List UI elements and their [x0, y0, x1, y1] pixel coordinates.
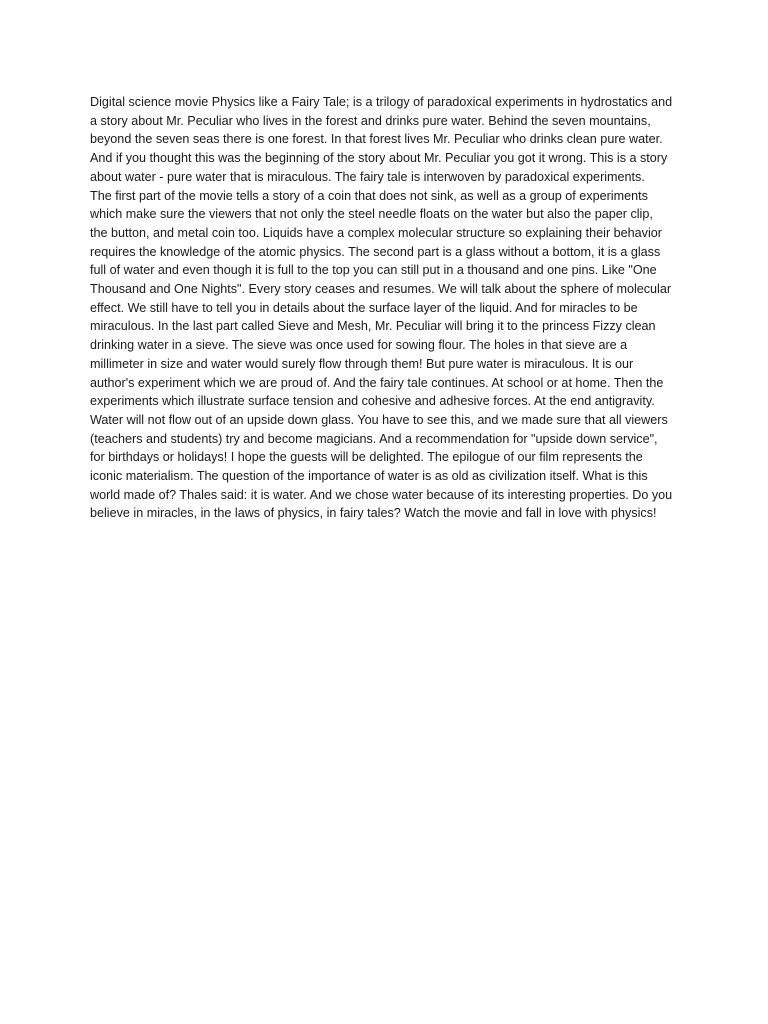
body-paragraph: Digital science movie Physics like a Fairy Tale; is a trilogy of paradoxical experiments in hydrostatics and a story about Mr. Peculiar who lives in the forest and drinks pure water. Behind the seven mountains, beyond the seven seas there is one forest. In that forest lives Mr. Peculiar who drinks clean pure water. And if you thought this was the beginning of the story about Mr. Peculiar you got it wrong. This is a story about water - pure water that is miraculous. The fairy tale is interwoven by paradoxical experiments. The first part of the movie tells a story of a coin that does not sink, as well as a group of experiments which make sure the viewers that not only the steel needle floats on the water but also the paper clip, the button, and metal coin too. Liquids have a complex molecular structure so explaining their behavior requires the knowledge of the atomic physics. The second part is a glass without a bottom, it is a glass full of water and even though it is full to the top you can still put in a thousand and one pins. Like "One Thousand and One Nights". Every story ceases and resumes. We will talk about the sphere of molecular effect. We still have to tell you in details about the surface layer of the liquid. And for miracles to be miraculous. In the last part called Sieve and Mesh, Mr. Peculiar will bring it to the princess Fizzy clean drinking water in a sieve. The sieve was once used for sowing flour. The holes in that sieve are a millimeter in size and water would surely flow through them! But pure water is miraculous. It is our author's experiment which we are proud of. And the fairy tale continues. At school or at home. Then the experiments which illustrate surface tension and cohesive and adhesive forces. At the end antigravity. Water will not flow out of an upside down glass. You have to see this, and we made sure that all viewers (teachers and students) try and become magicians. And a recommendation for "upside down service", for birthdays or holidays! I hope the guests will be delighted. The epilogue of our film represents the iconic materialism. The question of the importance of water is as old as civilization itself. What is this world made of? Thales said: it is water. And we chose water because of its interesting properties. Do you believe in miracles, in the laws of physics, in fairy tales? Watch the movie and fall in love with physics! — [90, 95, 673, 521]
